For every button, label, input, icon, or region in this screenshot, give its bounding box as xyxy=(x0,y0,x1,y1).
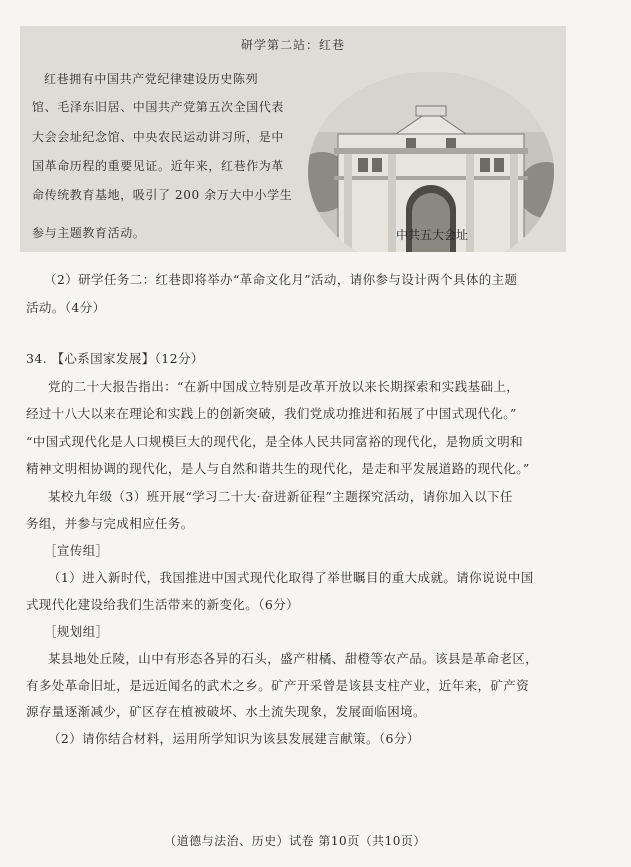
task2-line: 活动。（4分） xyxy=(26,300,106,315)
intro-line: 务组，并参与完成相应任务。 xyxy=(26,516,194,531)
material-line: 大会会址纪念馆、中央农民运动讲习所，是中 xyxy=(32,130,285,144)
quote-line: “中国式现代化是人口规模巨大的现代化，是全体人民共同富裕的现代化，是物质文明和 xyxy=(26,434,523,449)
quote-line: 经过十八大以来在理论和实践上的创新突破，我们党成功推进和拓展了中国式现代化。” xyxy=(26,406,517,421)
intro-line: 某校九年级（3）班开展“学习二十大·奋进新征程”主题探究活动，请你加入以下任 xyxy=(48,489,513,504)
material-text-line: 有多处革命旧址，是远近闻名的武术之乡。矿产开采曾是该县支柱产业，近年来，矿产资 xyxy=(26,678,530,693)
material-box xyxy=(20,26,566,252)
building-illustration xyxy=(308,72,554,252)
material-line: 国革命历程的重要见证。近年来，红巷作为革 xyxy=(32,159,285,173)
material-line: 命传统教育基地，吸引了 200 余万大中小学生 xyxy=(32,188,293,202)
page-footer: （道德与法治、历史）试卷 第10页（共10页） xyxy=(164,834,426,848)
material-text-line: 某县地处丘陵，山中有形态各异的石头，盛产柑橘、甜橙等农产品。该县是革命老区， xyxy=(48,651,539,666)
material-line: 参与主题教育活动。 xyxy=(32,226,146,240)
task2-line: （2）研学任务二：红巷即将举办“革命文化月”活动，请你参与设计两个具体的主题 xyxy=(44,272,518,287)
group-label-planning: ［规划组］ xyxy=(44,624,109,639)
quote-line: 精神文明相协调的现代化，是人与自然和谐共生的现代化，是走和平发展道路的现代化。” xyxy=(26,461,530,476)
photo-caption: 中共五大会址 xyxy=(396,228,469,242)
group-label-propaganda: ［宣传组］ xyxy=(44,543,109,558)
material-title: 研学第二站：红巷 xyxy=(240,38,345,52)
question-line: （2）请你结合材料，运用所学知识为该县发展建言献策。（6分） xyxy=(48,731,420,746)
question-line: （1）进入新时代，我国推进中国式现代化取得了举世瞩目的重大成就。请你说说中国 xyxy=(48,570,534,585)
quote-line: 党的二十大报告指出：“在新中国成立特别是改革开放以来长期探索和实践基础上， xyxy=(48,379,520,394)
question-line: 式现代化建设给我们生活带来的新变化。（6分） xyxy=(26,597,300,612)
question-34-heading: 34. 【心系国家发展】（12分） xyxy=(26,351,204,366)
material-text-line: 源存量逐渐减少，矿区存在植被破坏、水土流失现象，发展面临困境。 xyxy=(26,704,426,719)
building-photo xyxy=(308,72,554,252)
material-line: 馆、毛泽东旧居、中国共产党第五次全国代表 xyxy=(32,100,285,114)
material-line: 红巷拥有中国共产党纪律建设历史陈列 xyxy=(44,72,259,86)
